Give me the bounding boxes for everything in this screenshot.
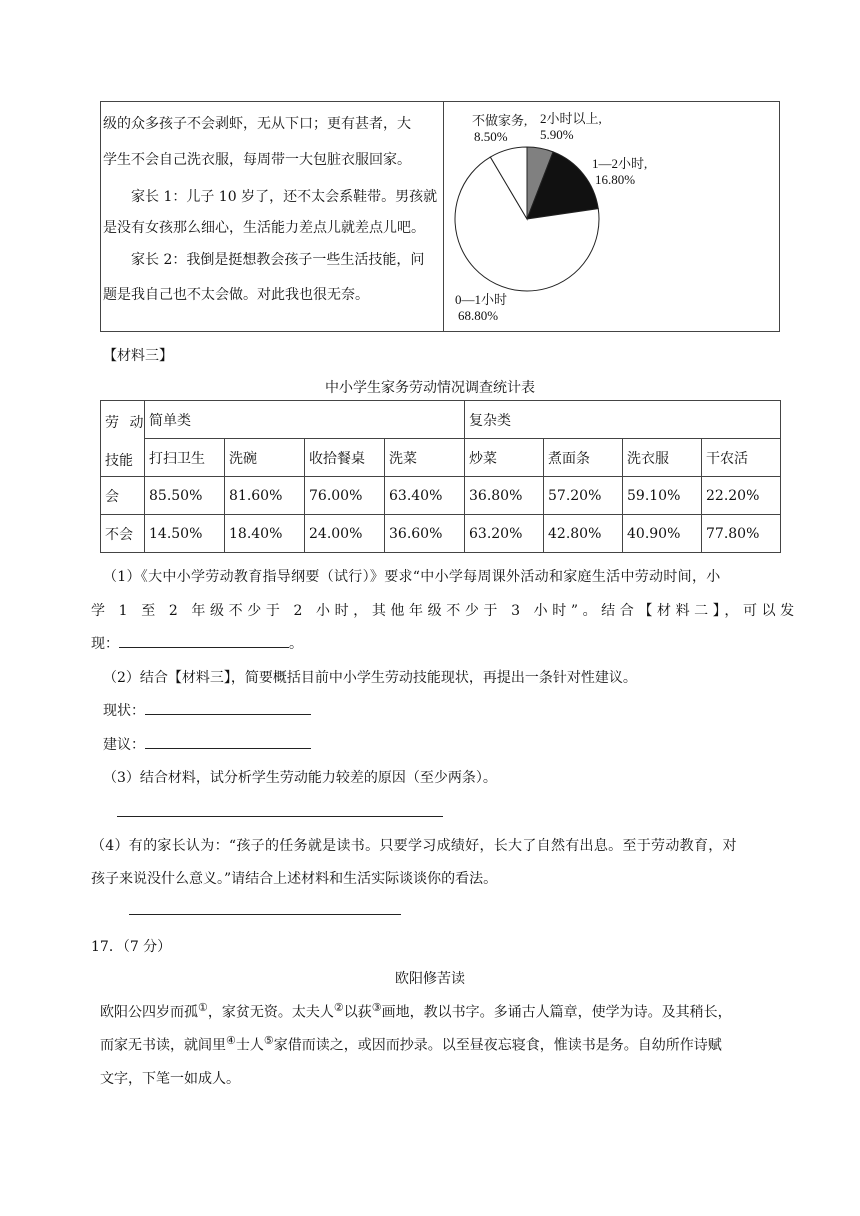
table-title: 中小学生家务劳动情况调查统计表 bbox=[325, 380, 535, 396]
annotation-marker: ③ bbox=[371, 1001, 382, 1014]
passage-text: 而家无书读，就闾里 bbox=[100, 1037, 226, 1054]
row-label: 会 bbox=[101, 477, 145, 515]
table-cell: 77.80% bbox=[702, 515, 781, 553]
table-row bbox=[101, 477, 781, 515]
column-header: 打扫卫生 bbox=[145, 439, 225, 477]
question-1-suffix: 。 bbox=[289, 636, 303, 652]
group-complex: 复杂类 bbox=[465, 401, 781, 439]
annotation-marker: ④ bbox=[226, 1034, 236, 1047]
passage-text: 画地，教以书字。多诵古人篇章，使学为诗。及其稍长， bbox=[381, 1004, 732, 1021]
passage-line3: 文字，下笔一如成人。 bbox=[100, 1071, 240, 1087]
column-header: 煮面条 bbox=[544, 439, 623, 477]
question-17-number: 17．（7 分） bbox=[91, 939, 172, 955]
pie-label-2h-value: 5.90% bbox=[540, 127, 574, 142]
passage-line1 bbox=[100, 1001, 732, 1022]
table-cell: 63.20% bbox=[465, 515, 544, 553]
answer-blank-3[interactable] bbox=[117, 816, 443, 817]
answer-blank-1[interactable] bbox=[119, 633, 289, 648]
row-label: 不会 bbox=[101, 515, 145, 553]
column-header: 洗碗 bbox=[225, 439, 305, 477]
pie-label-none-value: 8.50% bbox=[474, 129, 508, 144]
pie-label-0-1h-name: 0—1小时 bbox=[455, 292, 508, 307]
table-cell: 57.20% bbox=[544, 477, 623, 515]
answer-blank-4[interactable] bbox=[129, 914, 401, 915]
column-header: 炒菜 bbox=[465, 439, 544, 477]
answer-blank-status[interactable] bbox=[145, 700, 311, 715]
answer-blank-advice[interactable] bbox=[145, 734, 311, 749]
table-cell: 63.40% bbox=[385, 477, 465, 515]
table-row bbox=[101, 515, 781, 553]
table-cell: 40.90% bbox=[623, 515, 702, 553]
table-cell: 59.10% bbox=[623, 477, 702, 515]
annotation-marker: ① bbox=[198, 1001, 208, 1014]
question-1-prefix: 现： bbox=[91, 636, 119, 652]
column-header: 干农活 bbox=[702, 439, 781, 477]
question-4-line2: 孩子来说没什么意义。”请结合上述材料和生活实际谈谈你的看法。 bbox=[91, 871, 498, 887]
column-header: 洗衣服 bbox=[623, 439, 702, 477]
passage-text: 以荻 bbox=[343, 1004, 372, 1021]
question-2-advice bbox=[103, 734, 311, 754]
question-4-line1: （4）有的家长认为：“孩子的任务就是读书。只要学习成绩好，长大了自然有出息。至于劳动教育，对 bbox=[91, 838, 737, 854]
passage-text: ，家贫无资。太夫人 bbox=[207, 1004, 334, 1021]
pie-label-none-name: 不做家务, bbox=[472, 113, 528, 128]
table-cell: 18.40% bbox=[225, 515, 305, 553]
annotation-marker: ② bbox=[333, 1001, 344, 1014]
material2-line: 学生不会自己洗衣服，每周带一大包脏衣服回家。 bbox=[103, 152, 411, 168]
row-header-top: 劳 动 bbox=[105, 415, 144, 431]
pie-label-1-2h-value: 16.80% bbox=[595, 172, 636, 187]
question-2-line1: （2）结合【材料三】，简要概括目前中小学生劳动技能现状，再提出一条针对性建议。 bbox=[103, 670, 637, 686]
question-1-line3 bbox=[91, 633, 303, 653]
table-cell: 24.00% bbox=[305, 515, 385, 553]
housework-time-pie-chart bbox=[444, 102, 779, 331]
question-1-line1: （1）《大中小学劳动教育指导纲要（试行）》要求“中小学每周课外活动和家庭生活中劳动时间，小 bbox=[103, 569, 721, 585]
column-header: 收拾餐桌 bbox=[305, 439, 385, 477]
status-label: 现状： bbox=[103, 703, 145, 719]
pie-label-1-2h-name: 1—2小时, bbox=[592, 156, 648, 171]
housework-skills-table bbox=[100, 400, 781, 553]
material2-line: 题是我自己也不太会做。对此我也很无奈。 bbox=[103, 287, 369, 303]
question-3-line1: （3）结合材料，试分析学生劳动能力较差的原因（至少两条）。 bbox=[103, 770, 497, 786]
table-cell: 76.00% bbox=[305, 477, 385, 515]
material2-line: 是没有女孩那么细心，生活能力差点儿就差点儿吧。 bbox=[103, 220, 425, 236]
row-header-bottom: 技能 bbox=[105, 453, 133, 469]
table-cell: 36.80% bbox=[465, 477, 544, 515]
question-1-line2: 学 1 至 2 年级不少于 2 小时，其他年级不少于 3 小时”。结合【材料二】，可以发 bbox=[91, 603, 799, 619]
question-2-status bbox=[103, 700, 311, 720]
table-cell: 81.60% bbox=[225, 477, 305, 515]
advice-label: 建议： bbox=[103, 737, 145, 753]
material3-heading: 【材料三】 bbox=[103, 348, 173, 364]
table-cell: 36.60% bbox=[385, 515, 465, 553]
pie-label-2h-name: 2小时以上, bbox=[540, 111, 602, 126]
table-cell: 22.20% bbox=[702, 477, 781, 515]
table-cell: 14.50% bbox=[145, 515, 225, 553]
table-cell: 85.50% bbox=[145, 477, 225, 515]
passage-text: 士人 bbox=[235, 1037, 264, 1054]
table-cell: 42.80% bbox=[544, 515, 623, 553]
column-header: 洗菜 bbox=[385, 439, 465, 477]
material2-line: 家长 1：儿子 10 岁了，还不太会系鞋带。男孩就 bbox=[131, 189, 438, 205]
group-simple: 简单类 bbox=[145, 401, 465, 439]
row-header-skill bbox=[101, 401, 145, 477]
annotation-marker: ⑤ bbox=[263, 1034, 274, 1047]
passage-text: 家借而读之，或因而抄录。以至昼夜忘寝食，惟读书是务。自幼所作诗赋 bbox=[273, 1037, 722, 1054]
pie-label-0-1h-value: 68.80% bbox=[458, 308, 499, 323]
material2-line: 级的众多孩子不会剥虾，无从下口；更有甚者，大 bbox=[103, 116, 411, 132]
material2-line: 家长 2：我倒是挺想教会孩子一些生活技能，问 bbox=[131, 252, 425, 268]
passage-text: 欧阳公四岁而孤 bbox=[100, 1004, 198, 1021]
passage-title: 欧阳修苦读 bbox=[395, 971, 465, 987]
passage-line2 bbox=[100, 1034, 722, 1055]
